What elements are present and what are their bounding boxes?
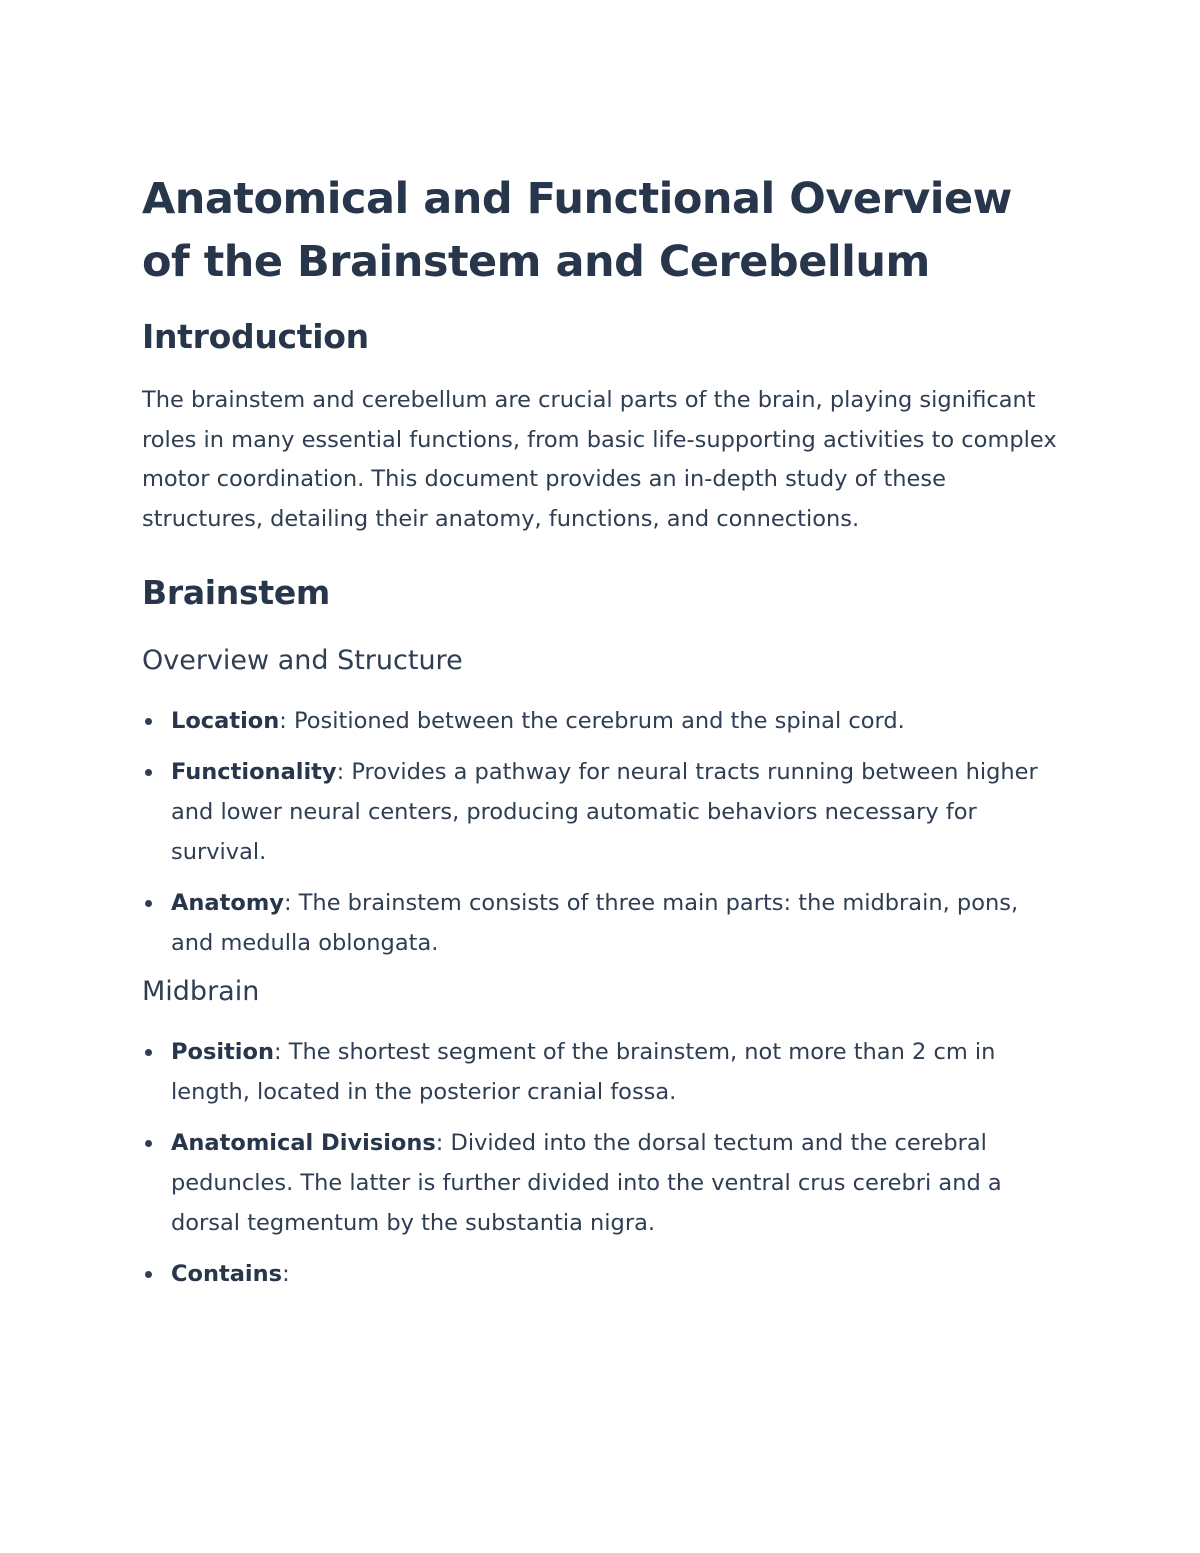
list-item-text: : Positioned between the cerebrum and the spinal cord. (279, 708, 905, 734)
bullet-icon (145, 1140, 152, 1147)
list-item (142, 1254, 1062, 1294)
list-item-text: : (282, 1261, 290, 1287)
list-item-text: : Provides a pathway for neural tracts running between higher and lower neural centers, producing automatic behaviors necessary for survival. (171, 759, 1038, 865)
list-item (142, 883, 1062, 963)
list-item (142, 1123, 1062, 1243)
overview-structure-heading: Overview and Structure (142, 645, 463, 676)
introduction-paragraph: The brainstem and cerebellum are crucial parts of the brain, playing significant roles in many essential functions, from basic life-supporting activities to complex motor coordination. This document provides an in-depth study of these structures, detailing their anatomy, functions, and connections. (142, 387, 1057, 532)
list-item-text: : The shortest segment of the brainstem, not more than 2 cm in length, located in the posterior cranial fossa. (171, 1039, 996, 1105)
document-title: Anatomical and Functional Overview of the Brainstem and Cerebellum (142, 174, 1012, 287)
bullet-icon (145, 718, 152, 725)
list-item (142, 752, 1062, 872)
introduction-heading: Introduction (142, 317, 369, 356)
bullet-icon (145, 769, 152, 776)
bullet-icon (145, 1049, 152, 1056)
list-item-term: Functionality (171, 759, 337, 785)
list-item (142, 1032, 1062, 1112)
list-item-term: Anatomical Divisions (171, 1130, 436, 1156)
midbrain-list (142, 1032, 1062, 1294)
list-item-text: : Divided into the dorsal tectum and the cerebral peduncles. The latter is further divided into the ventral crus cerebri and a dorsal tegmentum by the substantia nigra. (171, 1130, 1002, 1236)
brainstem-heading: Brainstem (142, 573, 330, 612)
list-item-text: : The brainstem consists of three main parts: the midbrain, pons, and medulla oblongata. (171, 890, 1019, 956)
midbrain-heading: Midbrain (142, 976, 260, 1007)
list-item-term: Location (171, 708, 280, 734)
list-item-term: Contains (171, 1261, 283, 1287)
list-item (142, 701, 1062, 741)
document-page (142, 168, 1062, 1305)
overview-list (142, 701, 1062, 963)
list-item-term: Anatomy (171, 890, 284, 916)
list-item-term: Position (171, 1039, 274, 1065)
bullet-icon (145, 1271, 152, 1278)
bullet-icon (145, 900, 152, 907)
